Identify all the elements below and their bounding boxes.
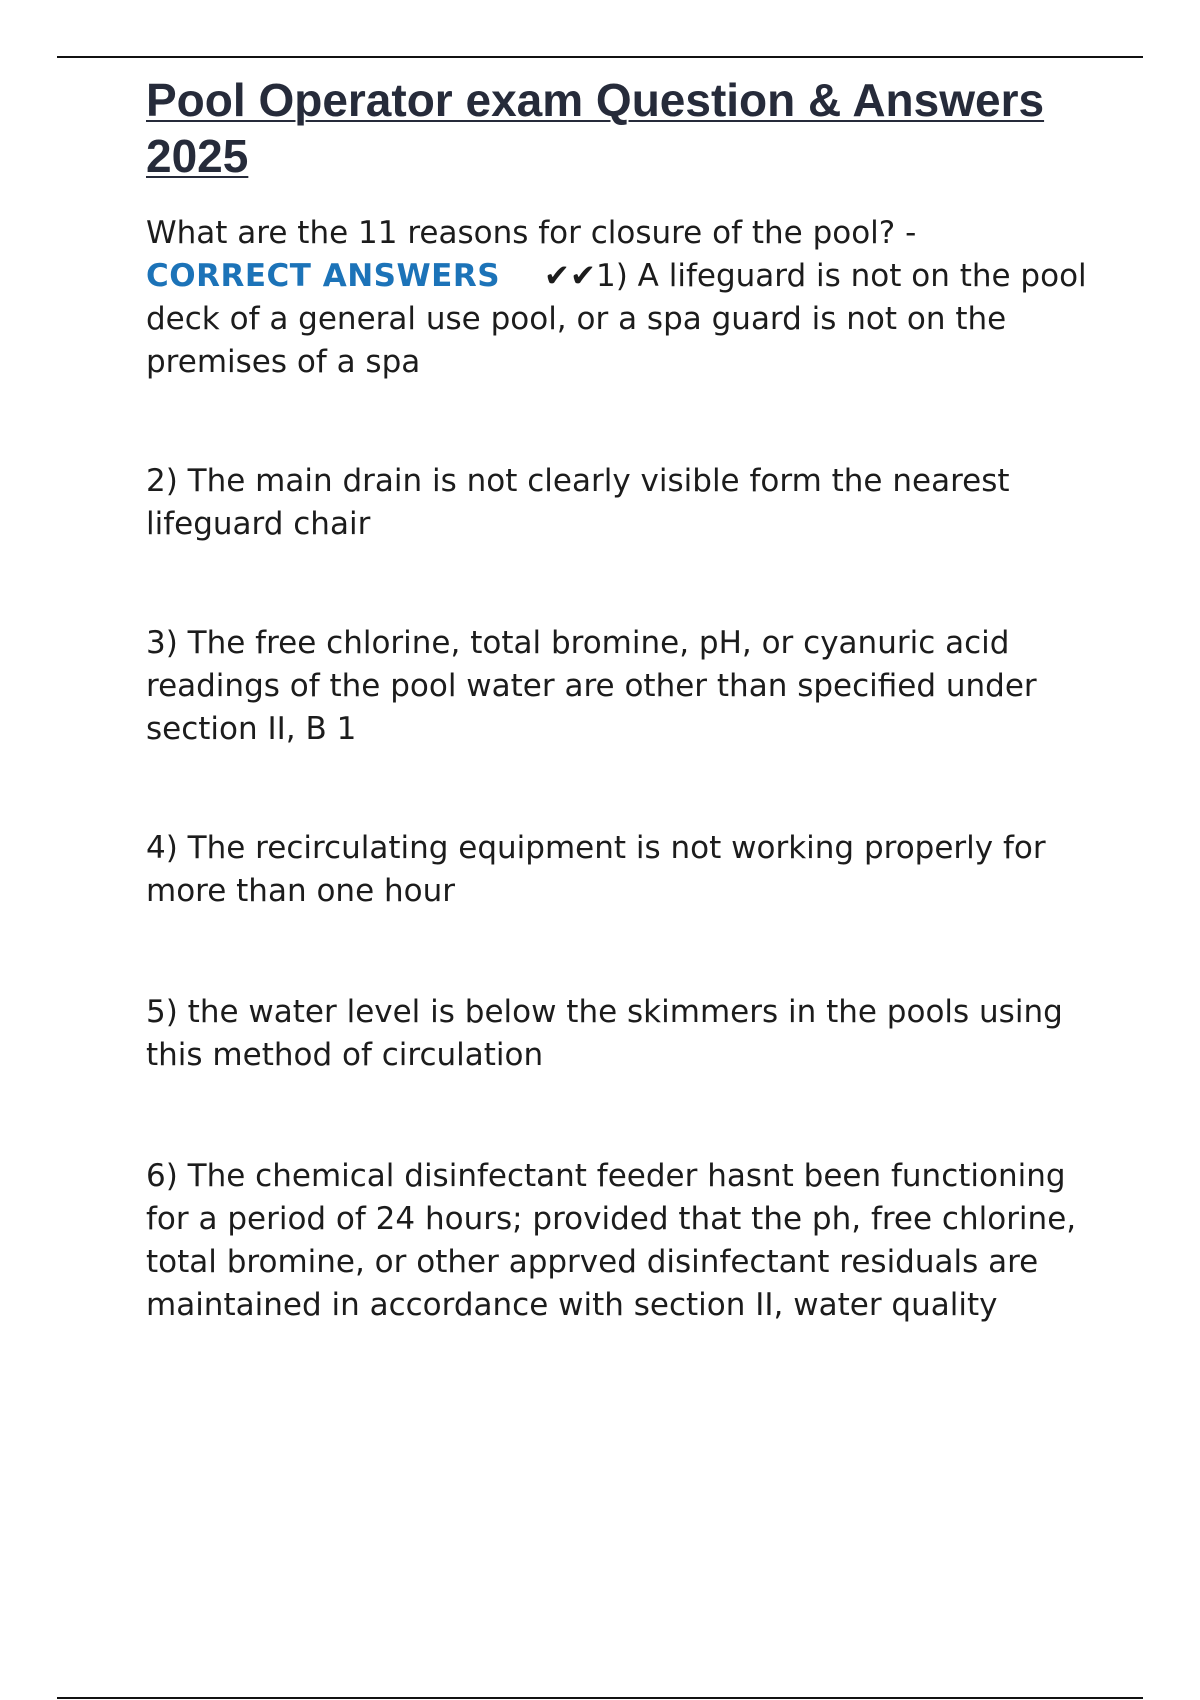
answer-item-1: 1) A lifeguard is not on the pool deck of a general use pool, or a spa guard is not on the premises of a spa — [146, 258, 1087, 380]
answer-item-2: 2) The main drain is not clearly visible form the nearest lifeguard chair — [146, 463, 1010, 542]
question-block — [146, 212, 1096, 384]
document-title: Pool Operator exam Question & Answers 2025 — [146, 74, 1045, 182]
answer-item-3: 3) The free chlorine, total bromine, pH, or cyanuric acid readings of the pool water are other than specified under section II, B 1 — [146, 625, 1037, 747]
bottom-divider — [57, 1697, 1143, 1699]
answer-item-5: 5) the water level is below the skimmers in the pools using this method of circulation — [146, 994, 1063, 1073]
check-marks-icon: ✔✔ — [544, 258, 596, 294]
correct-answers-label: CORRECT ANSWERS — [146, 258, 501, 294]
question-text: What are the 11 reasons for closure of the pool? - — [146, 215, 917, 251]
answer-item-4: 4) The recirculating equipment is not working properly for more than one hour — [146, 830, 1046, 909]
top-divider — [57, 56, 1143, 58]
document-body — [146, 72, 1096, 1327]
answer-item-6: 6) The chemical disinfectant feeder hasnt been functioning for a period of 24 hours; provided that the ph, free chlorine, total bromine, or other apprved disinfectant residuals are maintained in accordance with section II, water quality — [146, 1158, 1077, 1323]
